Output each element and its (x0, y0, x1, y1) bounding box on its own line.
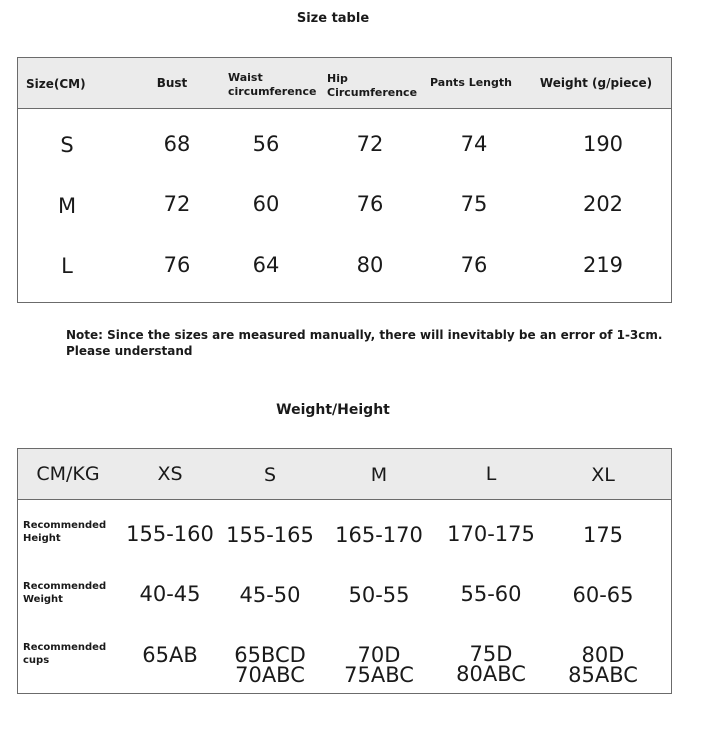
row-m-pants: 75 (460, 192, 488, 216)
label-cups-line2: cups (23, 655, 50, 666)
weight-height-table (17, 448, 672, 694)
row-m-weight: 202 (582, 192, 624, 216)
header-waist (228, 71, 316, 99)
row-l-hip: 80 (356, 253, 384, 277)
height-m: 165-170 (335, 523, 423, 547)
weight-xl: 60-65 (572, 583, 634, 607)
row-m-hip: 76 (356, 192, 384, 216)
cups-s-line2: 70ABC (235, 663, 305, 687)
measurement-note (66, 327, 662, 359)
row-s-bust: 68 (163, 132, 191, 156)
cups-xl-line2: 85ABC (568, 663, 638, 687)
header-s: S (263, 464, 277, 486)
weight-s: 45-50 (239, 583, 301, 607)
header-waist-line1: Waist (228, 71, 263, 84)
row-l-pants: 76 (460, 253, 488, 277)
header-size: Size(CM) (26, 77, 86, 91)
size-table-title: Size table (296, 11, 370, 26)
header-xl: XL (591, 464, 615, 486)
header-l: L (485, 463, 497, 485)
row-m-waist: 60 (252, 192, 280, 216)
row-s-hip: 72 (356, 132, 384, 156)
label-cups-line1: Recommended (23, 642, 107, 653)
weight-height-title: Weight/Height (276, 402, 390, 418)
note-line2: Please understand (66, 344, 193, 358)
cups-xl-line1: 80D (581, 643, 625, 667)
cups-l (456, 644, 526, 684)
row-l-bust: 76 (163, 253, 191, 277)
label-recommended-height (23, 519, 106, 545)
cups-xs-line1: 65AB (142, 643, 198, 667)
cups-s (234, 645, 306, 685)
cups-m-line2: 75ABC (344, 663, 414, 687)
row-l-weight: 219 (582, 253, 624, 277)
header-pants-length: Pants Length (430, 76, 512, 89)
row-s-waist: 56 (252, 132, 280, 156)
label-height-line2: Height (23, 533, 61, 544)
cups-m (344, 645, 414, 685)
row-m-size: M (57, 194, 77, 218)
header-hip-line2: Circumference (327, 86, 418, 99)
row-l-waist: 64 (252, 253, 280, 277)
header-xs: XS (157, 463, 183, 485)
header-cm-kg: CM/KG (36, 463, 100, 485)
row-s-pants: 74 (460, 132, 488, 156)
label-weight-line1: Recommended (23, 581, 107, 592)
cups-l-line2: 80ABC (456, 662, 526, 686)
weight-height-header-row (18, 449, 671, 500)
row-s-weight: 190 (582, 132, 624, 156)
header-hip (327, 72, 417, 100)
height-s: 155-165 (226, 523, 314, 547)
note-line1: Note: Since the sizes are measured manually, there will inevitably be an error of 1-3cm. (66, 328, 663, 342)
height-xs: 155-160 (126, 522, 214, 546)
cups-l-line1: 75D (469, 642, 513, 666)
label-weight-line2: Weight (23, 594, 63, 605)
header-weight: Weight (g/piece) (539, 76, 653, 90)
row-m-bust: 72 (163, 192, 191, 216)
size-table (17, 57, 672, 303)
cups-xs (142, 645, 198, 665)
header-waist-line2: circumference (228, 85, 317, 98)
weight-xs: 40-45 (139, 582, 201, 606)
label-recommended-cups (23, 641, 106, 667)
header-hip-line1: Hip (327, 72, 348, 85)
height-xl: 175 (582, 523, 624, 547)
height-l: 170-175 (447, 522, 535, 546)
cups-xl (568, 645, 638, 685)
cups-m-line1: 70D (357, 643, 401, 667)
weight-l: 55-60 (460, 582, 522, 606)
label-recommended-weight (23, 580, 106, 606)
cups-s-line1: 65BCD (234, 643, 306, 667)
label-height-line1: Recommended (23, 520, 107, 531)
row-s-size: S (60, 133, 74, 157)
row-l-size: L (61, 254, 73, 278)
header-m: M (370, 464, 388, 486)
header-bust: Bust (156, 76, 188, 90)
weight-m: 50-55 (348, 583, 410, 607)
